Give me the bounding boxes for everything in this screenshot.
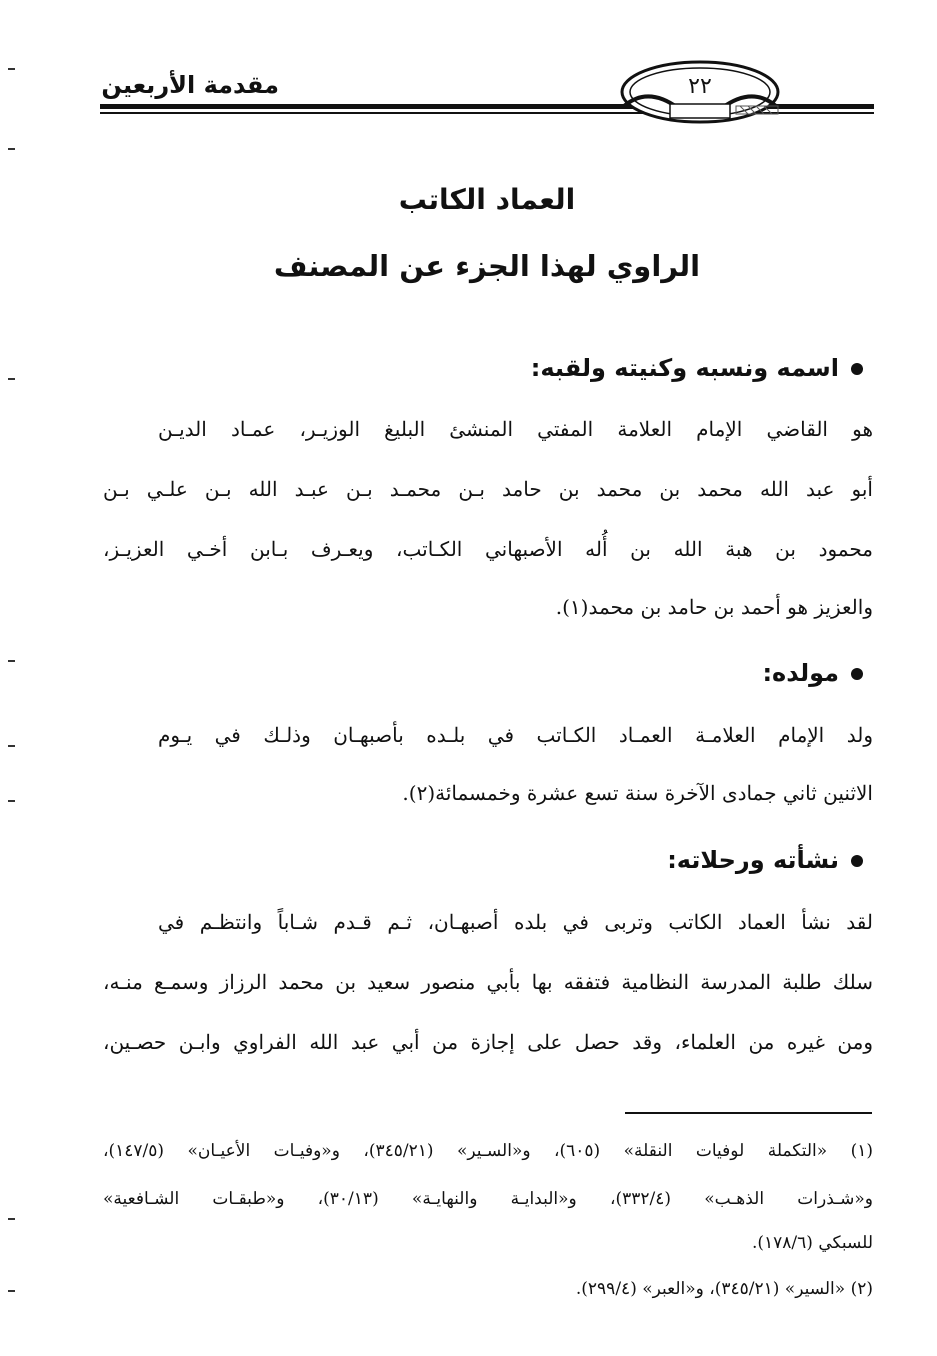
body-line: ومن غيره من العلماء، وقد حصل على إجازة من أبي عبد الله الفراوي وابـن حصـين، — [103, 1030, 873, 1054]
scan-margin-mark — [8, 378, 15, 380]
scan-margin-mark — [8, 745, 15, 747]
footnote-line: (١) «التكملة لوفيات النقلة» (٦٠٥)، و«السـير» (٣٤٥/٢١)، و«وفيـات الأعيـان» (١٤٧/٥)، — [103, 1141, 873, 1161]
scan-margin-mark — [8, 68, 15, 70]
body-line: ولد الإمام العلامـة العمـاد الكـاتب في بلـده بأصبهـان وذلـك في يـوم — [158, 723, 873, 747]
bullet-icon — [851, 668, 863, 680]
running-title: مقدمة الأربعين — [101, 71, 279, 99]
bullet-icon — [851, 363, 863, 375]
section-heading-text: اسمه ونسبه وكنيته ولقبه: — [530, 354, 839, 382]
footnote-line: (٢) «السير» (٣٤٥/٢١)، و«العبر» (٢٩٩/٤). — [575, 1279, 873, 1299]
chapter-title: العماد الكاتب — [398, 183, 576, 216]
scan-margin-mark — [8, 800, 15, 802]
section-heading-text: مولده: — [762, 659, 839, 687]
chapter-subtitle: الراوي لهذا الجزء عن المصنف — [273, 249, 701, 283]
footnote-rule — [625, 1112, 872, 1114]
scan-margin-mark — [8, 1218, 15, 1220]
body-line: هو القاضي الإمام العلامة المفتي المنشئ البليغ الوزيـر، عمـاد الديـن — [158, 417, 873, 441]
body-line: لقد نشأ العماد الكاتب وتربى في بلده أصبهـان، ثـم قـدم شـاباً وانتظـم في — [158, 910, 873, 934]
footnote-line: و«شـذرات الذهـب» (٣٣٢/٤)، و«البدايـة والنهايـة» (٣٠/١٣)، و«طبقـات الشـافعية» — [103, 1189, 873, 1209]
scan-margin-mark — [8, 660, 15, 662]
page-number: ٢٢ — [688, 74, 712, 99]
section-heading-text: نشأته ورحلاته: — [667, 846, 839, 874]
section-heading — [667, 842, 863, 878]
scan-margin-mark — [8, 148, 15, 150]
scan-margin-mark — [8, 1290, 15, 1292]
body-line: سلك طلبة المدرسة النظامية فتفقه بها بأبي منصور سعيد بن محمد الرزاز وسمـع منـه، — [103, 970, 873, 994]
footnote-line: للسبكي (١٧٨/٦). — [751, 1233, 873, 1253]
body-line: أبو عبد الله محمد بن محمد بن حامد بـن محمـد بـن عبـد الله بـن علـي بـن — [103, 477, 873, 501]
body-line: والعزيز هو أحمد بن حامد بن محمد(١). — [555, 595, 873, 619]
body-line: الاثنين ثاني جمادى الآخرة سنة تسع عشرة وخمسمائة(٢). — [402, 781, 873, 805]
body-line: محمود بن هبة الله بن أُله الأصبهاني الكـاتب، ويعـرف بـابن أخـي العزيـز، — [103, 537, 873, 561]
section-heading — [531, 350, 863, 386]
section-heading — [762, 655, 863, 691]
bullet-icon — [851, 855, 863, 867]
